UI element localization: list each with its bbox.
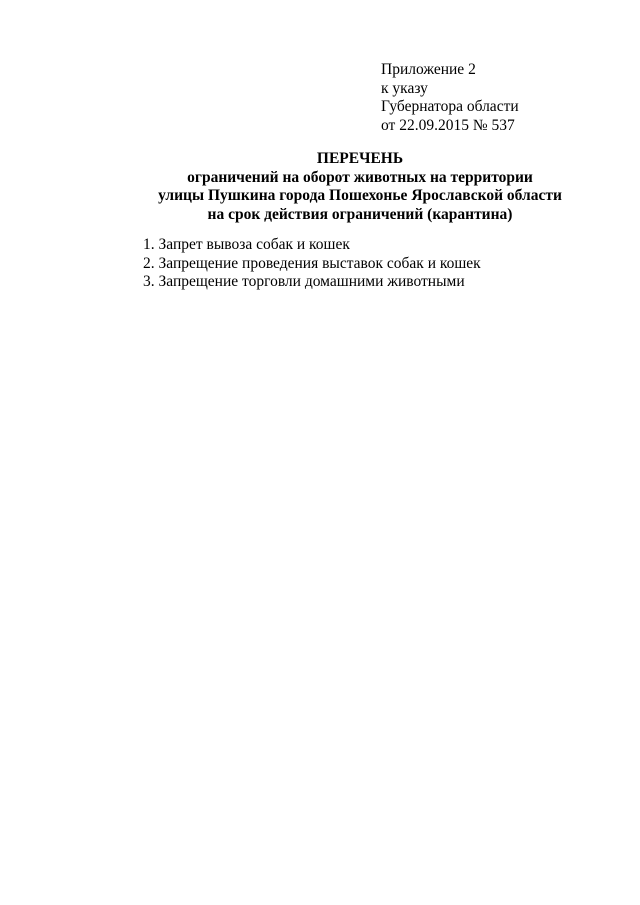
appendix-line: Приложение 2 (381, 61, 476, 78)
appendix-line: к указу (381, 79, 428, 97)
title-line: ограничений на оборот животных на территории (187, 168, 533, 186)
list-item: 2. Запрещение проведения выставок собак и кошек (143, 254, 481, 272)
title-heading: ПЕРЕЧЕНЬ (316, 150, 404, 167)
title-line: на срок действия ограничений (карантина) (207, 205, 513, 223)
list-item: 1. Запрет вывоза собак и кошек (143, 236, 350, 253)
appendix-reference (381, 61, 519, 135)
appendix-line: от 22.09.2015 № 537 (381, 116, 515, 134)
restrictions-list (143, 236, 481, 292)
title-line: улицы Пушкина города Пошехонье Ярославской области (158, 187, 562, 204)
document-title (120, 150, 600, 224)
list-item: 3. Запрещение торговли домашними животными (143, 273, 465, 290)
appendix-line: Губернатора области (381, 98, 519, 115)
